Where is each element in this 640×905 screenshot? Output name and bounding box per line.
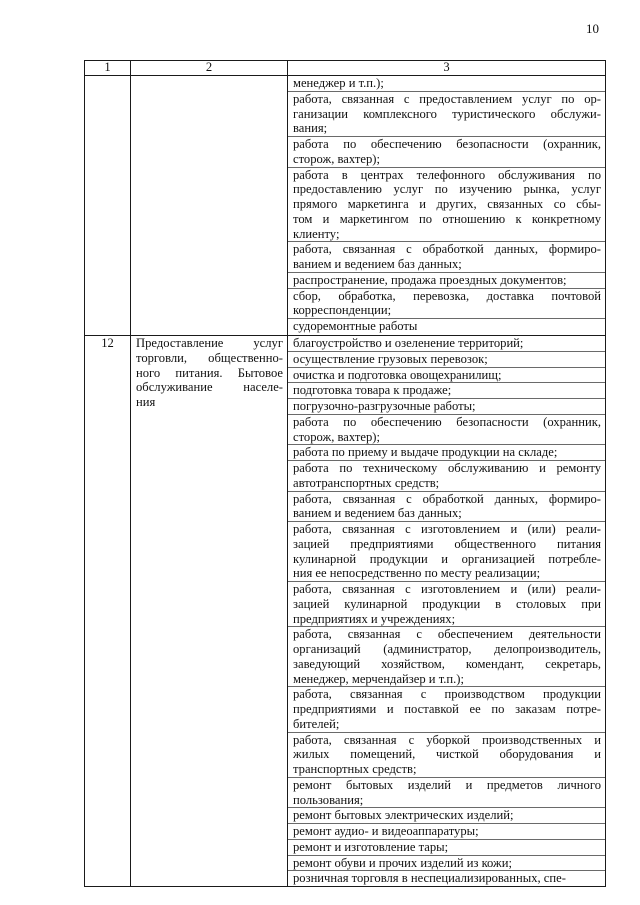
activity-entry: [288, 272, 605, 288]
activity-entry: [288, 807, 605, 823]
activity-entry: [288, 351, 605, 367]
activity-line: ремонт бытовых электрических изделий;: [293, 808, 514, 823]
activity-entry: [288, 777, 605, 808]
page-number: 10: [586, 21, 599, 36]
section-line: торговли, общественно-: [136, 350, 283, 365]
row-number: 12: [85, 336, 131, 887]
activity-line: транспортных средств;: [293, 762, 417, 776]
activity-line: работа по обеспечению безопасности (охранник,: [293, 137, 601, 151]
activity-line: менеджер и т.п.);: [293, 76, 384, 90]
header-col-3: 3: [288, 61, 606, 76]
activity-line: бителей;: [293, 716, 340, 731]
section-line: ного питания. Бытовое: [136, 365, 283, 380]
activity-entry: [288, 241, 605, 272]
activity-line: работа в центрах телефонного обслуживания по: [293, 167, 601, 182]
header-col-1: 1: [85, 61, 131, 76]
activity-line: менеджер, мерчендайзер и т.п.);: [293, 671, 464, 686]
activity-line: том и маркетингом по отношению к конкретному: [293, 211, 601, 226]
activity-line: вания;: [293, 121, 328, 136]
activity-line: благоустройство и озеленение территорий;: [293, 336, 524, 350]
activity-entry: [288, 870, 605, 886]
table-row-continued: [85, 76, 606, 336]
activity-entry: [288, 414, 605, 445]
activity-line: зацией кулинарной продукции в столовых при: [293, 596, 601, 611]
activity-line: работа по обеспечению безопасности (охранник,: [293, 414, 601, 429]
activity-line: работа, связанная с производством продукции: [293, 687, 601, 702]
activity-line: ремонт аудио- и видеоаппаратуры;: [293, 824, 479, 838]
activity-line: кулинарной продукции и организацией потребле-: [293, 551, 601, 566]
activities-cell: [288, 336, 606, 887]
section-line: Предоставление услуг: [136, 336, 283, 350]
activity-line: ганизации комплексного туристического обслужи-: [293, 106, 601, 121]
activity-line: пользования;: [293, 792, 364, 807]
activity-entry: [288, 839, 605, 855]
activity-line: работа, связанная с уборкой производственных и: [293, 732, 601, 747]
activity-entry: [288, 318, 605, 334]
activity-entry: [288, 521, 605, 581]
activity-line: корреспонденции;: [293, 303, 392, 318]
section-title: [131, 336, 287, 410]
activity-line: предприятиями и поставкой ее по заказам потре-: [293, 702, 601, 716]
activities-list: [288, 76, 605, 334]
table-row-12: [85, 336, 606, 887]
activity-line: сторож, вахтер);: [293, 151, 380, 166]
activity-line: ремонт бытовых изделий и предметов личного: [293, 777, 601, 792]
activity-line: работа, связанная с изготовлением и (или) реали-: [293, 522, 601, 536]
activity-entry: [288, 167, 605, 242]
activity-entry: [288, 732, 605, 777]
activity-entry: [288, 336, 605, 351]
activity-line: работа по техническому обслуживанию и ремонту: [293, 461, 601, 475]
activity-line: погрузочно-разгрузочные работы;: [293, 399, 476, 413]
activity-line: сторож, вахтер);: [293, 429, 380, 444]
activity-line: прямого маркетинга и других, связанных со сбы-: [293, 197, 601, 211]
activity-line: подготовка товара к продаже;: [293, 383, 452, 398]
activity-line: заведующий хозяйством, комендант, секретарь,: [293, 656, 601, 671]
activity-line: работа, связанная с изготовлением и (или) реали-: [293, 582, 601, 596]
row-number-cell: [85, 76, 131, 336]
activity-entry: [288, 76, 605, 91]
section-cell: [131, 336, 288, 887]
activity-line: организаций (администратор, делопроизводитель,: [293, 642, 601, 656]
activities-cell: [288, 76, 606, 336]
activity-entry: [288, 136, 605, 167]
activity-entry: [288, 444, 605, 460]
activity-line: зацией предприятиями общественного питания: [293, 536, 601, 551]
activity-line: автотранспортных средств;: [293, 475, 440, 490]
activity-line: судоремонтные работы: [293, 319, 418, 333]
activity-entry: [288, 686, 605, 731]
activity-entry: [288, 288, 605, 319]
activity-entry: [288, 855, 605, 871]
activity-line: ванием и ведением баз данных;: [293, 257, 462, 271]
activity-line: работа, связанная с обеспечением деятельности: [293, 627, 601, 642]
activity-line: распространение, продажа проездных документов;: [293, 272, 567, 287]
section-cell: [131, 76, 288, 336]
activity-line: ния ее непосредственно по месту реализации;: [293, 566, 541, 581]
activity-line: розничная торговля в неспециализированных, спе-: [293, 871, 566, 886]
activity-line: работа по приему и выдаче продукции на складе;: [293, 445, 558, 460]
activity-entry: [288, 367, 605, 383]
activity-line: жилых помещений, чисткой оборудования и: [293, 747, 601, 762]
activity-entry: [288, 91, 605, 136]
activity-line: сбор, обработка, перевозка, доставка почтовой: [293, 288, 601, 303]
activity-entry: [288, 398, 605, 414]
activity-line: клиенту;: [293, 226, 340, 241]
activity-line: работа, связанная с обработкой данных, формиро-: [293, 491, 601, 506]
activity-entry: [288, 491, 605, 522]
section-line: обслуживание населе-: [136, 380, 283, 395]
activities-list: [288, 336, 605, 886]
activity-line: очистка и подготовка овощехранилищ;: [293, 367, 502, 382]
activity-line: работа, связанная с обработкой данных, формиро-: [293, 242, 601, 257]
activity-entry: [288, 823, 605, 839]
section-line: ния: [136, 395, 156, 409]
activity-entry: [288, 382, 605, 398]
table-header-row: [85, 61, 606, 76]
activity-table: [84, 60, 606, 887]
header-col-2: 2: [131, 61, 288, 76]
activity-line: предприятиях и учреждениях;: [293, 611, 456, 626]
activity-line: ремонт и изготовление тары;: [293, 839, 449, 854]
activity-entry: [288, 626, 605, 686]
activity-line: ванием и ведением баз данных;: [293, 506, 462, 521]
activity-line: работа, связанная с предоставлением услуг по ор-: [293, 91, 601, 106]
activity-line: ремонт обуви и прочих изделий из кожи;: [293, 855, 512, 870]
activity-line: предоставлению услуг по изучению рынка, услуг: [293, 182, 601, 197]
activity-entry: [288, 581, 605, 626]
activity-entry: [288, 460, 605, 491]
activity-line: осуществление грузовых перевозок;: [293, 351, 488, 366]
